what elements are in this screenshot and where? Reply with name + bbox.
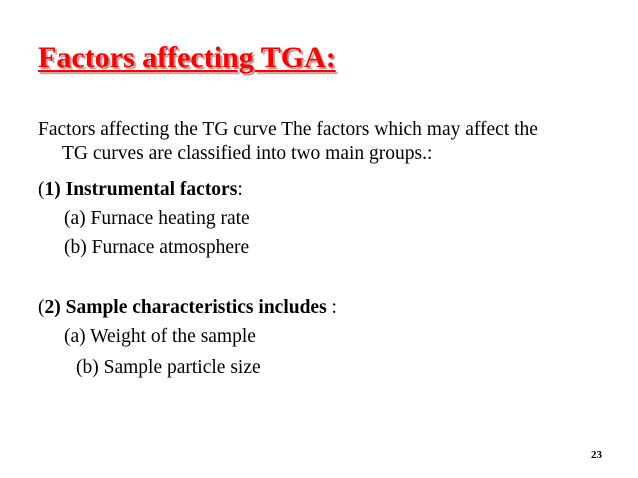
intro-line-1: Factors affecting the TG curve The factors which may affect the — [38, 119, 538, 140]
group-sample-open: ( — [38, 297, 45, 318]
group-sample-suffix: : — [326, 297, 337, 318]
slide-title: Factors affecting TGA: — [38, 41, 336, 74]
group-instrumental-open: ( — [38, 179, 45, 200]
intro-line-2: TG curves are classified into two main groups.: — [62, 143, 433, 164]
list-item-furnace-heating-rate: (a) Furnace heating rate — [64, 208, 250, 229]
page-number: 23 — [591, 449, 602, 461]
intro-paragraph — [38, 118, 608, 166]
group-sample-label: 2) Sample characteristics includes — [44, 297, 327, 318]
list-item-sample-weight: (a) Weight of the sample — [64, 326, 256, 347]
group-instrumental-heading — [38, 178, 608, 202]
group-instrumental-suffix: : — [237, 179, 243, 200]
list-item-sample-particle-size: (b) Sample particle size — [76, 357, 261, 378]
group-instrumental-label: 1) Instrumental factors — [44, 179, 238, 200]
group-sample-heading — [38, 296, 608, 320]
list-item-furnace-atmosphere: (b) Furnace atmosphere — [64, 237, 250, 258]
